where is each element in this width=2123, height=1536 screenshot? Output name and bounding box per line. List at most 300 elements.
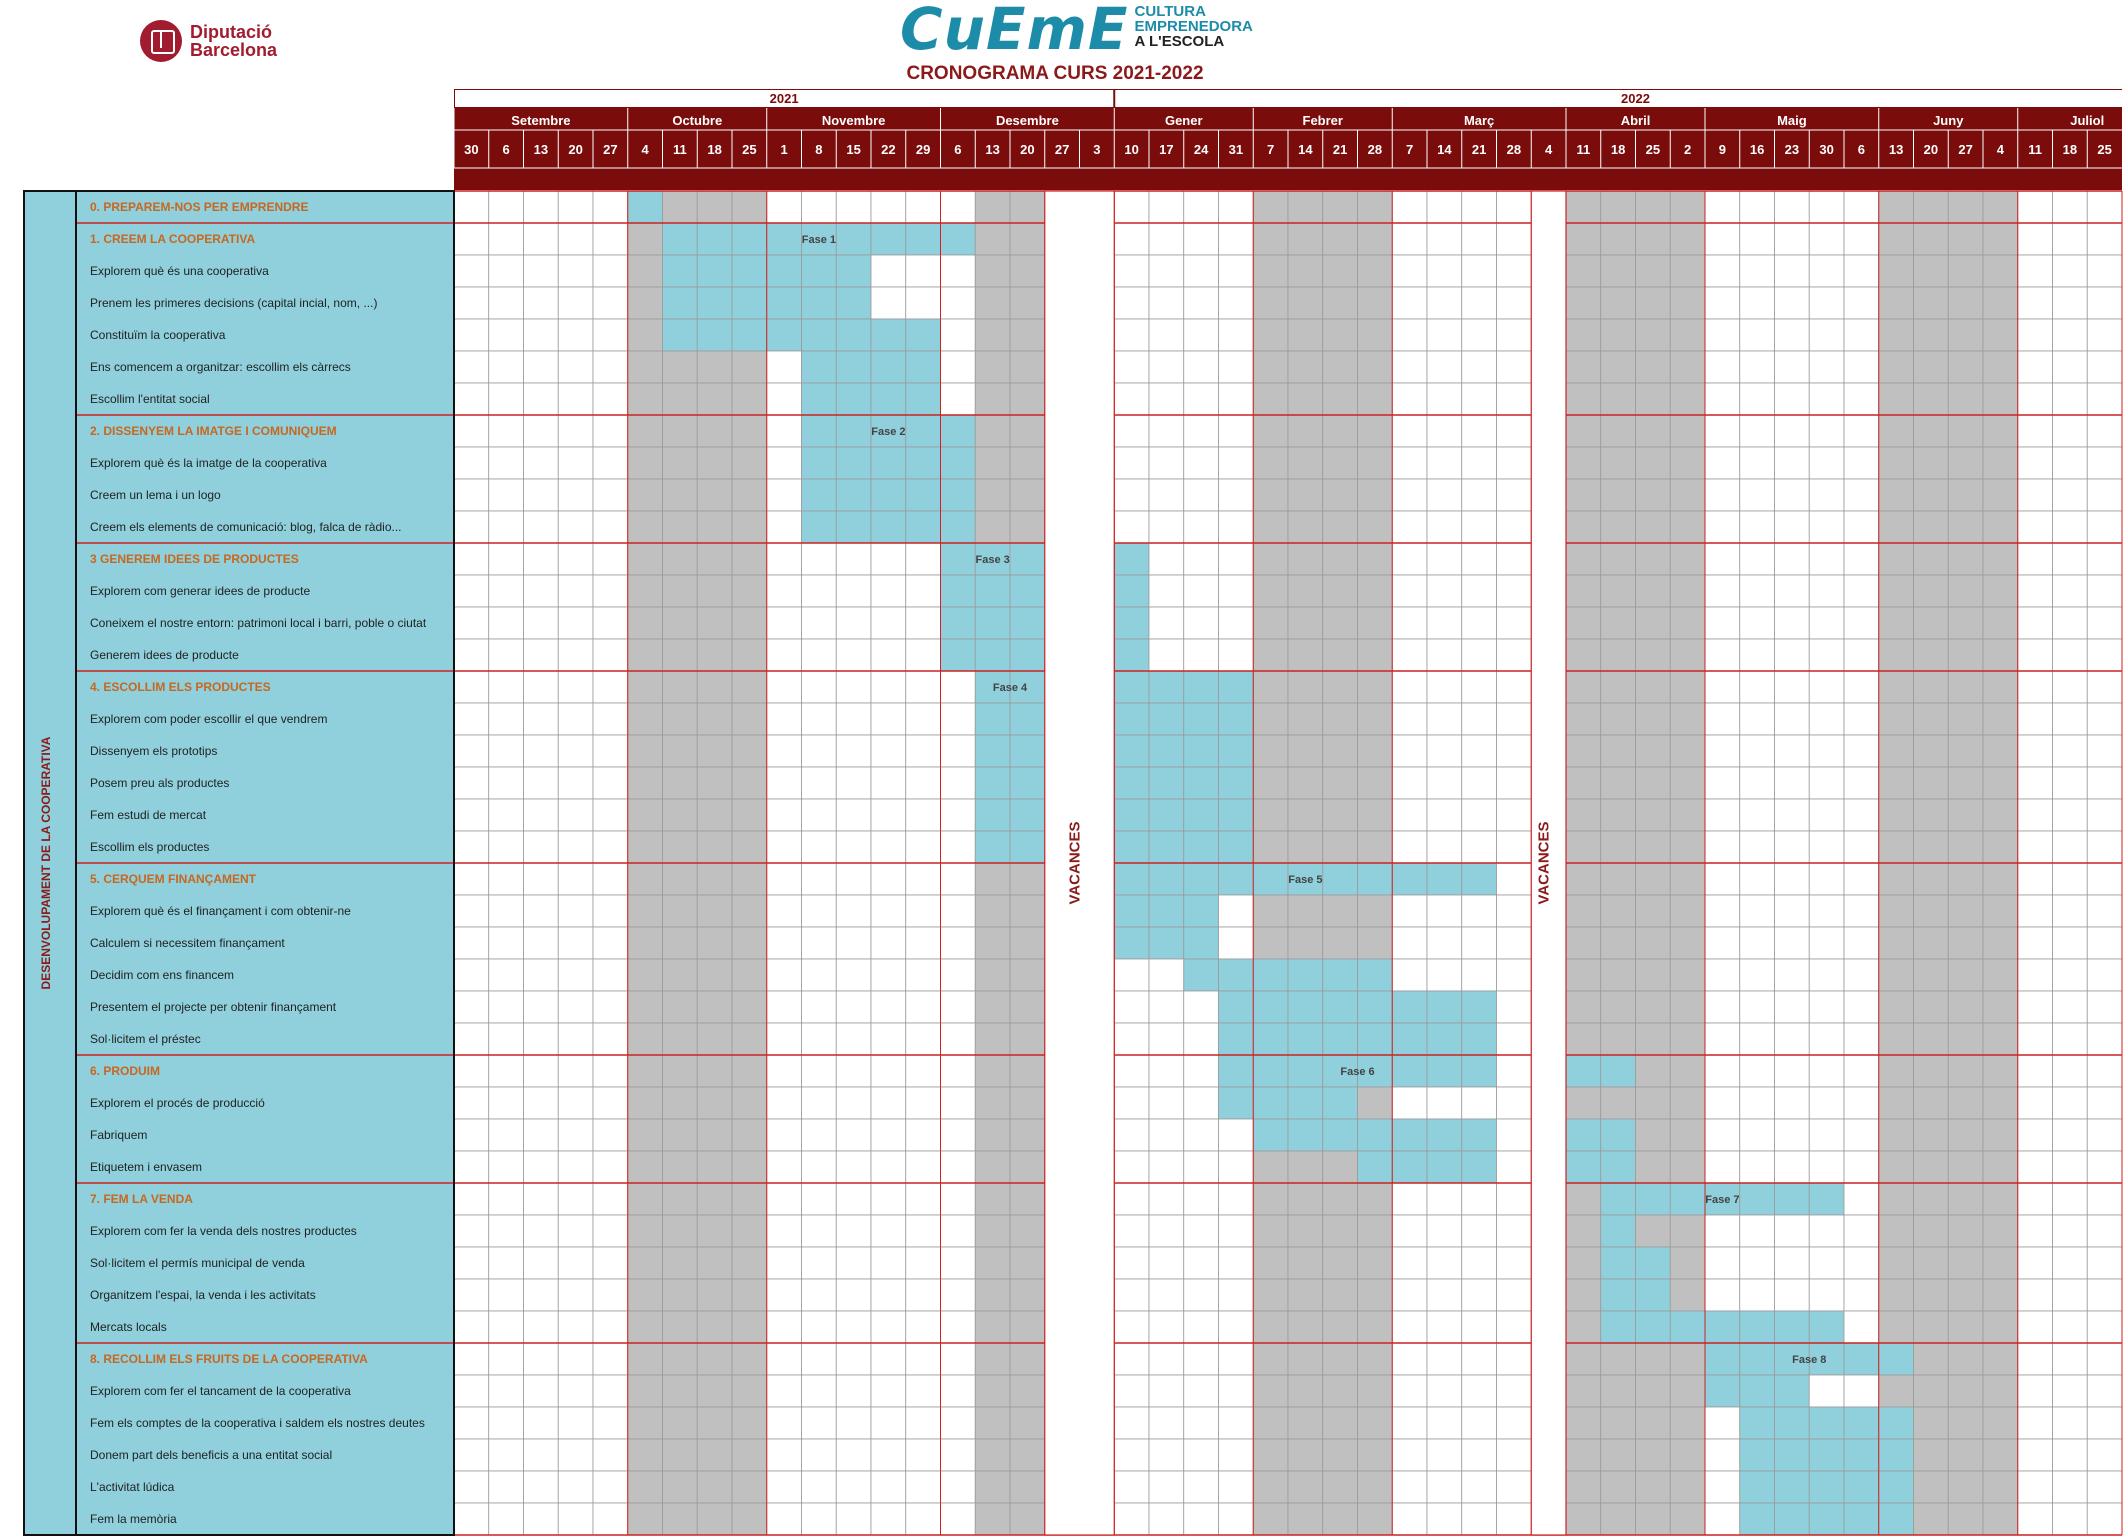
grid-cell: [593, 1247, 628, 1279]
grid-cell: [1184, 351, 1219, 383]
grid-cell: [1288, 799, 1323, 831]
grid-cell: [1670, 447, 1705, 479]
grid-cell: [1670, 191, 1705, 223]
grid-cell: [1392, 479, 1427, 511]
grid-cell: [1358, 799, 1393, 831]
grid-cell: [1392, 799, 1427, 831]
grid-cell: [1601, 1055, 1636, 1087]
grid-cell: [1323, 191, 1358, 223]
grid-cell: [1844, 927, 1879, 959]
grid-cell: [593, 383, 628, 415]
grid-cell: [1323, 703, 1358, 735]
grid-cell: [1914, 1279, 1949, 1311]
grid-cell: [558, 1375, 593, 1407]
grid-cell: [1149, 351, 1184, 383]
grid-cell: [871, 447, 906, 479]
grid-cell: [1253, 447, 1288, 479]
grid-cell: [2053, 895, 2088, 927]
grid-cell: [1948, 415, 1983, 447]
grid-cell: [663, 927, 698, 959]
grid-cell: [1740, 959, 1775, 991]
grid-cell: [2018, 1215, 2053, 1247]
task-label: Explorem com poder escollir el que vendrem: [90, 712, 328, 726]
grid-cell: [1427, 1503, 1462, 1535]
grid-cell: [628, 959, 663, 991]
grid-cell: [836, 447, 871, 479]
grid-cell: [1149, 1503, 1184, 1535]
grid-cell: [1948, 1151, 1983, 1183]
grid-cell: [454, 831, 489, 863]
grid-cell: [1219, 767, 1254, 799]
grid-cell: [871, 1119, 906, 1151]
grid-cell: [1636, 1279, 1671, 1311]
grid-cell: [1184, 1151, 1219, 1183]
grid-cell: [1636, 671, 1671, 703]
grid-cell: [871, 255, 906, 287]
grid-cell: [802, 255, 837, 287]
grid-cell: [871, 1503, 906, 1535]
grid-cell: [558, 1055, 593, 1087]
grid-cell: [767, 511, 802, 543]
grid-cell: [1705, 991, 1740, 1023]
grid-cell: [489, 767, 524, 799]
grid-cell: [1497, 575, 1532, 607]
grid-cell: [1358, 959, 1393, 991]
grid-cell: [593, 1119, 628, 1151]
grid-cell: [2087, 927, 2122, 959]
grid-cell: [663, 479, 698, 511]
grid-cell: [1948, 703, 1983, 735]
grid-cell: [454, 287, 489, 319]
grid-cell: [558, 319, 593, 351]
fase-label: Fase 8: [1792, 1354, 1827, 1366]
grid-cell: [1636, 1087, 1671, 1119]
grid-cell: [1740, 1183, 1775, 1215]
task-label: Mercats locals: [90, 1320, 167, 1334]
grid-cell: [454, 991, 489, 1023]
week-label: 15: [846, 142, 861, 157]
grid-cell: [1184, 383, 1219, 415]
grid-cell: [1879, 1151, 1914, 1183]
grid-cell: [1948, 319, 1983, 351]
grid-cell: [1462, 703, 1497, 735]
grid-cell: [1323, 639, 1358, 671]
grid-cell: [1809, 1215, 1844, 1247]
grid-cell: [558, 415, 593, 447]
grid-cell: [1844, 543, 1879, 575]
grid-cell: [1010, 1311, 1045, 1343]
grid-cell: [767, 223, 802, 255]
grid-cell: [2018, 1279, 2053, 1311]
task-label: Etiquetem i envasem: [90, 1160, 203, 1174]
grid-cell: [628, 607, 663, 639]
grid-cell: [1114, 927, 1149, 959]
grid-cell: [1149, 447, 1184, 479]
grid-cell: [1462, 799, 1497, 831]
grid-cell: [1358, 351, 1393, 383]
grid-cell: [593, 1151, 628, 1183]
week-label: 20: [1020, 142, 1035, 157]
grid-cell: [1392, 703, 1427, 735]
grid-cell: [975, 767, 1010, 799]
grid-cell: [1601, 511, 1636, 543]
month-label: Juny: [1933, 113, 1964, 128]
grid-cell: [558, 575, 593, 607]
grid-cell: [732, 1023, 767, 1055]
grid-cell: [1601, 927, 1636, 959]
grid-cell: [1219, 319, 1254, 351]
grid-cell: [558, 863, 593, 895]
grid-cell: [1288, 703, 1323, 735]
grid-cell: [975, 1247, 1010, 1279]
grid-cell: [1358, 1183, 1393, 1215]
grid-cell: [697, 1119, 732, 1151]
grid-cell: [1497, 319, 1532, 351]
grid-cell: [1705, 607, 1740, 639]
grid-cell: [941, 1343, 976, 1375]
grid-cell: [767, 1215, 802, 1247]
grid-cell: [1358, 383, 1393, 415]
grid-cell: [1288, 351, 1323, 383]
grid-cell: [1636, 799, 1671, 831]
grid-cell: [975, 1023, 1010, 1055]
grid-cell: [1948, 1087, 1983, 1119]
task-label: Escollim l'entitat social: [90, 392, 210, 406]
grid-cell: [1705, 479, 1740, 511]
grid-cell: [1566, 767, 1601, 799]
grid-cell: [1427, 607, 1462, 639]
grid-cell: [2053, 735, 2088, 767]
grid-cell: [1948, 1311, 1983, 1343]
grid-cell: [697, 767, 732, 799]
grid-cell: [1497, 287, 1532, 319]
week-label: 3: [1093, 142, 1101, 157]
week-label: 16: [1749, 142, 1765, 157]
grid-cell: [697, 959, 732, 991]
grid-cell: [802, 287, 837, 319]
grid-cell: [593, 1439, 628, 1471]
task-label: Dissenyem els prototips: [90, 744, 218, 758]
grid-cell: [975, 1471, 1010, 1503]
grid-cell: [1149, 831, 1184, 863]
grid-cell: [1219, 991, 1254, 1023]
grid-cell: [1670, 959, 1705, 991]
grid-cell: [1601, 1247, 1636, 1279]
grid-cell: [975, 1055, 1010, 1087]
grid-cell: [1636, 383, 1671, 415]
grid-cell: [697, 575, 732, 607]
week-label: 18: [2062, 142, 2078, 157]
grid-cell: [906, 1247, 941, 1279]
grid-cell: [1740, 415, 1775, 447]
grid-cell: [871, 1343, 906, 1375]
grid-cell: [558, 447, 593, 479]
task-label: Ens comencem a organitzar: escollim els càrrecs: [90, 360, 351, 374]
grid-cell: [1705, 511, 1740, 543]
week-label: 30: [464, 142, 479, 157]
grid-cell: [1427, 415, 1462, 447]
grid-cell: [1983, 863, 2018, 895]
grid-cell: [1427, 1055, 1462, 1087]
grid-cell: [1358, 863, 1393, 895]
grid-cell: [1288, 1183, 1323, 1215]
grid-cell: [1809, 1439, 1844, 1471]
grid-cell: [593, 831, 628, 863]
grid-cell: [454, 863, 489, 895]
grid-cell: [1149, 479, 1184, 511]
grid-cell: [558, 1247, 593, 1279]
grid-cell: [1323, 351, 1358, 383]
grid-cell: [1288, 575, 1323, 607]
grid-cell: [871, 223, 906, 255]
grid-cell: [2018, 607, 2053, 639]
grid-cell: [1566, 1343, 1601, 1375]
week-label: 6: [1857, 142, 1865, 157]
grid-cell: [1705, 255, 1740, 287]
grid-cell: [1149, 191, 1184, 223]
grid-cell: [1427, 1215, 1462, 1247]
vacances-label: VACANCES: [1066, 821, 1084, 905]
grid-cell: [1497, 927, 1532, 959]
grid-cell: [732, 1151, 767, 1183]
grid-cell: [802, 383, 837, 415]
grid-cell: [1253, 191, 1288, 223]
grid-cell: [524, 895, 559, 927]
grid-cell: [1497, 543, 1532, 575]
grid-cell: [1809, 1375, 1844, 1407]
grid-cell: [524, 1407, 559, 1439]
grid-cell: [1879, 1407, 1914, 1439]
grid-cell: [906, 479, 941, 511]
grid-cell: [2018, 351, 2053, 383]
grid-cell: [1566, 447, 1601, 479]
grid-cell: [628, 1183, 663, 1215]
grid-cell: [1219, 1151, 1254, 1183]
grid-cell: [524, 735, 559, 767]
grid-cell: [1809, 927, 1844, 959]
grid-cell: [871, 1183, 906, 1215]
grid-cell: [1670, 479, 1705, 511]
grid-cell: [697, 991, 732, 1023]
grid-cell: [906, 255, 941, 287]
grid-cell: [663, 671, 698, 703]
grid-cell: [1462, 767, 1497, 799]
grid-cell: [697, 735, 732, 767]
grid-cell: [1288, 1023, 1323, 1055]
grid-cell: [1358, 543, 1393, 575]
grid-cell: [1288, 735, 1323, 767]
grid-cell: [558, 1023, 593, 1055]
task-label: Creem un lema i un logo: [90, 488, 221, 502]
grid-cell: [697, 799, 732, 831]
grid-cell: [1427, 991, 1462, 1023]
grid-cell: [802, 607, 837, 639]
grid-cell: [1948, 639, 1983, 671]
grid-cell: [1323, 287, 1358, 319]
grid-cell: [1566, 1503, 1601, 1535]
grid-cell: [1010, 991, 1045, 1023]
grid-cell: [1253, 991, 1288, 1023]
grid-cell: [1358, 927, 1393, 959]
grid-cell: [1809, 543, 1844, 575]
grid-cell: [697, 639, 732, 671]
grid-cell: [593, 959, 628, 991]
grid-cell: [1392, 1279, 1427, 1311]
grid-cell: [524, 1343, 559, 1375]
grid-cell: [1392, 447, 1427, 479]
grid-cell: [489, 991, 524, 1023]
grid-cell: [1879, 1055, 1914, 1087]
grid-cell: [1288, 671, 1323, 703]
task-label: Presentem el projecte per obtenir finançament: [90, 1000, 337, 1014]
grid-cell: [1219, 927, 1254, 959]
grid-cell: [1114, 1279, 1149, 1311]
grid-cell: [1497, 671, 1532, 703]
task-label: Fabriquem: [90, 1128, 148, 1142]
grid-cell: [1219, 1247, 1254, 1279]
grid-cell: [663, 1279, 698, 1311]
grid-cell: [1566, 927, 1601, 959]
grid-cell: [1184, 991, 1219, 1023]
grid-cell: [697, 319, 732, 351]
grid-cell: [2087, 831, 2122, 863]
grid-cell: [663, 703, 698, 735]
grid-cell: [767, 1311, 802, 1343]
grid-cell: [871, 799, 906, 831]
grid-cell: [836, 799, 871, 831]
grid-cell: [732, 543, 767, 575]
grid-cell: [524, 671, 559, 703]
grid-cell: [1740, 1439, 1775, 1471]
grid-cell: [1462, 319, 1497, 351]
grid-cell: [524, 1279, 559, 1311]
grid-cell: [1983, 1151, 2018, 1183]
grid-cell: [1323, 767, 1358, 799]
grid-cell: [593, 1215, 628, 1247]
grid-cell: [836, 1055, 871, 1087]
grid-cell: [1288, 1215, 1323, 1247]
grid-cell: [593, 1407, 628, 1439]
grid-cell: [1705, 831, 1740, 863]
grid-cell: [1670, 1215, 1705, 1247]
grid-cell: [1462, 831, 1497, 863]
grid-cell: [1114, 703, 1149, 735]
grid-cell: [628, 1023, 663, 1055]
grid-cell: [1323, 575, 1358, 607]
grid-cell: [1914, 575, 1949, 607]
task-label: Coneixem el nostre entorn: patrimoni local i barri, poble o ciutat: [90, 616, 427, 630]
week-label: 13: [533, 142, 549, 157]
grid-cell: [2087, 1279, 2122, 1311]
grid-cell: [1775, 767, 1810, 799]
grid-cell: [1775, 1215, 1810, 1247]
grid-cell: [1983, 1023, 2018, 1055]
grid-cell: [975, 639, 1010, 671]
grid-cell: [1775, 1247, 1810, 1279]
grid-cell: [1636, 1151, 1671, 1183]
grid-cell: [1879, 447, 1914, 479]
grid-cell: [1149, 991, 1184, 1023]
grid-cell: [454, 1503, 489, 1535]
grid-cell: [836, 767, 871, 799]
grid-cell: [1914, 351, 1949, 383]
grid-cell: [941, 1375, 976, 1407]
grid-cell: [558, 895, 593, 927]
week-label: 4: [1996, 142, 2004, 157]
grid-cell: [454, 767, 489, 799]
grid-cell: [941, 1407, 976, 1439]
grid-cell: [454, 223, 489, 255]
grid-cell: [1010, 831, 1045, 863]
grid-cell: [1392, 511, 1427, 543]
grid-cell: [1427, 1439, 1462, 1471]
grid-cell: [1844, 1503, 1879, 1535]
grid-cell: [663, 831, 698, 863]
grid-cell: [1253, 767, 1288, 799]
grid-cell: [1358, 1375, 1393, 1407]
grid-cell: [1705, 1023, 1740, 1055]
grid-cell: [1775, 1151, 1810, 1183]
grid-cell: [1670, 1023, 1705, 1055]
grid-cell: [524, 383, 559, 415]
grid-cell: [732, 1439, 767, 1471]
grid-cell: [975, 1151, 1010, 1183]
grid-cell: [1670, 319, 1705, 351]
grid-cell: [906, 991, 941, 1023]
grid-cell: [1601, 607, 1636, 639]
grid-cell: [1879, 1343, 1914, 1375]
grid-cell: [1323, 543, 1358, 575]
grid-cell: [1358, 1503, 1393, 1535]
grid-cell: [1462, 1087, 1497, 1119]
task-label: Explorem què és el finançament i com obtenir-ne: [90, 904, 351, 918]
grid-cell: [1219, 1215, 1254, 1247]
grid-cell: [1844, 1311, 1879, 1343]
grid-cell: [1844, 703, 1879, 735]
grid-cell: [1010, 1151, 1045, 1183]
grid-cell: [628, 223, 663, 255]
grid-cell: [524, 703, 559, 735]
grid-cell: [1740, 1375, 1775, 1407]
grid-cell: [1323, 1439, 1358, 1471]
grid-cell: [1184, 575, 1219, 607]
grid-cell: [941, 1023, 976, 1055]
grid-cell: [1670, 1439, 1705, 1471]
grid-cell: [1427, 447, 1462, 479]
grid-cell: [871, 735, 906, 767]
grid-cell: [2018, 831, 2053, 863]
grid-cell: [663, 1407, 698, 1439]
grid-cell: [1809, 1023, 1844, 1055]
grid-cell: [906, 1471, 941, 1503]
grid-cell: [802, 1279, 837, 1311]
grid-cell: [524, 927, 559, 959]
grid-cell: [1114, 767, 1149, 799]
grid-cell: [1914, 1343, 1949, 1375]
grid-cell: [1219, 831, 1254, 863]
grid-cell: [1844, 223, 1879, 255]
grid-cell: [1775, 959, 1810, 991]
grid-cell: [1566, 671, 1601, 703]
grid-cell: [2018, 927, 2053, 959]
grid-cell: [1253, 1023, 1288, 1055]
grid-cell: [1253, 959, 1288, 991]
grid-cell: [1427, 287, 1462, 319]
grid-cell: [1983, 799, 2018, 831]
grid-cell: [2018, 1183, 2053, 1215]
grid-cell: [1392, 1119, 1427, 1151]
grid-cell: [1775, 1471, 1810, 1503]
